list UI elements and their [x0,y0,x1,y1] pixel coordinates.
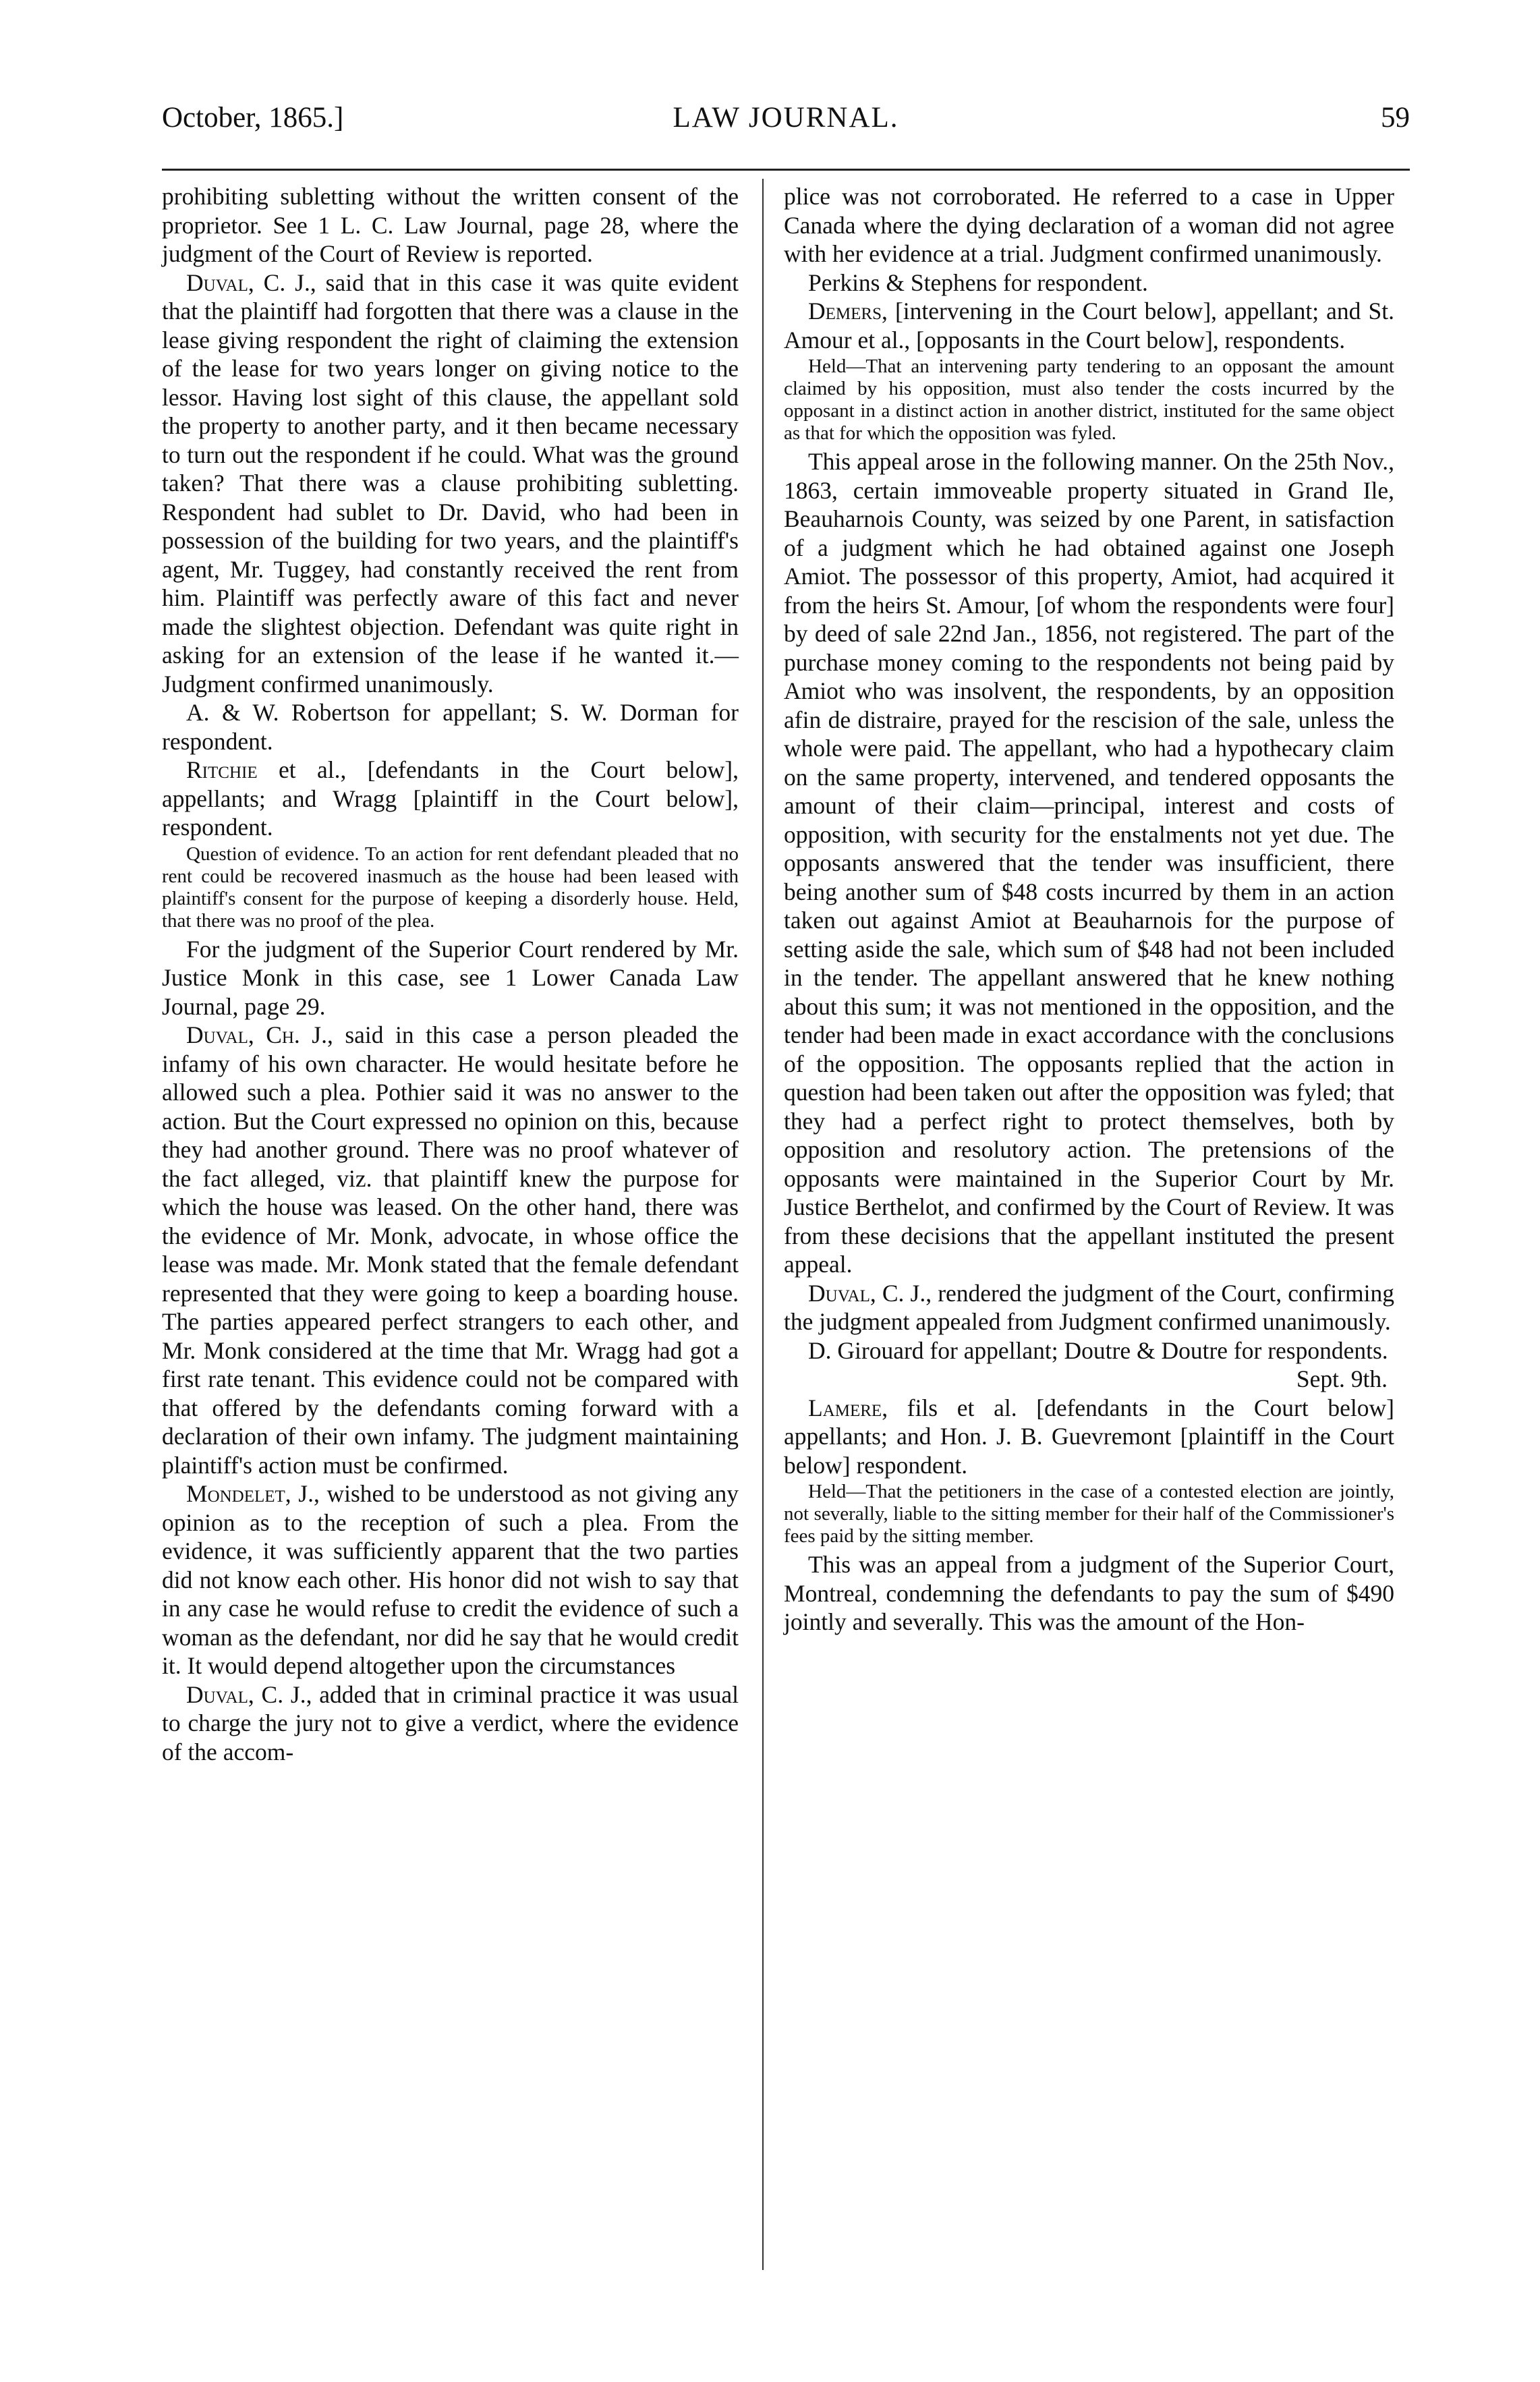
case-title-text: , [intervening in the Court below], appellant; and St. Amour et al., [opposants in the Court below], respondents. [784,297,1394,353]
party-name: Lamere [808,1394,882,1421]
running-head [162,101,1410,148]
case-title-text: et al., [defendants in the Court below], appellants; and Wragg [plaintiff in the Court below], respondent. [162,756,739,841]
counsel-line: A. & W. Robertson for appellant; S. W. Dorman for respondent. [162,699,739,755]
decision-date: Sept. 9th. [1296,1365,1388,1392]
column-divider [762,179,764,2270]
paragraph [784,1279,1394,1336]
party-name: Demers [808,297,882,324]
headnote: Held—That the petitioners in the case of a contested election are jointly, not severally, liable to the sitting member for their half of the Commissioner's fees paid by the sitting member. [784,1481,1394,1547]
paragraph-text: , added that in criminal practice it was usual to charge the jury not to give a verdict, where the evidence of the accom- [162,1680,739,1765]
paragraph: plice was not corroborated. He referred to a case in Upper Canada where the dying declaration of a woman did not agree with her evidence at a trial. Judgment confirmed unanimously. [784,183,1394,267]
paragraph-text: , said that in this case it was quite evident that the plaintiff had forgotten that there was a clause in the lease giving respondent the right of claiming the extension of the lease for two years longer on giving notice to the lessor. Having lost sight of this clause, the appellant sold the property to another party, and it then became necessary to turn out the respondent if he could. What was the ground taken? That there was a clause prohibiting subletting. Respondent had sublet to Dr. David, who had been in possession of the building for two years, and the plaintiff's agent, Mr. Tuggey, had constantly received the rent from him. Plaintiff was perfectly aware of this fact and never made the slightest objection. Defendant was quite right in asking for an extension of the lease if he wanted it.—Judgment confirmed unanimously. [162,268,739,698]
paragraph [162,1021,739,1479]
paragraph [162,1479,739,1680]
counsel-line: Perkins & Stephens for respondent. [808,268,1148,296]
paragraph: This was an appeal from a judgment of the Superior Court, Montreal, condemning the defendants to pay the sum of $490 jointly and severally. This was the amount of the Hon- [784,1551,1394,1635]
case-title [784,1394,1394,1480]
paragraph: For the judgment of the Superior Court rendered by Mr. Justice Monk in this case, see 1 Lower Canada Law Journal, page 29. [162,935,739,1020]
header-rule [162,169,1410,171]
judge-name: Duval, C. J. [186,1680,306,1708]
paragraph [162,1680,739,1767]
case-title [162,756,739,842]
headnote: Held—That an intervening party tendering to an opposant the amount claimed by his opposition, must also tender the costs incurred by the opposant in a distinct action in another district, instituted for the same object as that for which the opposition was fyled. [784,356,1394,444]
counsel-line: D. Girouard for appellant; Doutre & Doutre for respondents. [808,1336,1388,1364]
judge-name: Mondelet, J. [186,1480,314,1507]
right-column [784,182,1394,1637]
paragraph: prohibiting subletting without the written consent of the proprietor. See 1 L. C. Law Journal, page 28, where the judgment of the Court of Review is reported. [162,183,739,267]
journal-title: LAW JOURNAL. [673,102,899,134]
judge-name: Duval, C. J. [186,268,310,296]
issue-date: October, 1865.] [162,102,344,134]
case-title-text: , fils et al. [defendants in the Court below] appellants; and Hon. J. B. Guevremont [plaintiff in the Court below] respondent. [784,1394,1394,1479]
page-number: 59 [1381,102,1410,134]
judge-name: Duval, C. J. [808,1279,926,1307]
paragraph-text: , rendered the judgment of the Court, confirming the judgment appealed from Judgment confirmed unanimously. [784,1279,1394,1335]
judge-name: Duval, Ch. J. [186,1021,327,1048]
party-name: Ritchie [186,756,258,783]
headnote: Question of evidence. To an action for rent defendant pleaded that no rent could be recovered inasmuch as the house had been leased with plaintiff's consent for the purpose of keeping a disorderly house. Held, that there was no proof of the plea. [162,843,739,932]
paragraph-text: , wished to be understood as not giving any opinion as to the reception of such a plea. From the evidence, it was sufficiently apparent that the two parties did not know each other. His honor did not wish to say that in any case he would refuse to credit the evidence of such a woman as the defendant, nor did he say that he would credit it. It would depend altogether upon the circumstances [162,1480,739,1679]
paragraph [162,268,739,699]
paragraph-text: , said in this case a person pleaded the infamy of his own character. He would hesitate before he allowed such a plea. Pothier said it was no answer to the action. But the Court expressed no opinion on this, because they had another ground. There was no proof whatever of the fact alleged, viz. that plaintiff knew the purpose for which the house was leased. On the other hand, there was the evidence of Mr. Monk, advocate, in whose office the lease was made. Mr. Monk stated that the female defendant represented that they were going to keep a boarding house. The parties appeared perfect strangers to each other, and Mr. Monk considered at the time that Mr. Wragg had got a first rate tenant. This evidence could not be compared with that offered by the defendants coming forward with a declaration of their own infamy. The judgment maintaining plaintiff's action must be confirmed. [162,1021,739,1479]
case-title [784,297,1394,354]
paragraph: This appeal arose in the following manner. On the 25th Nov., 1863, certain immoveable property situated in Grand Ile, Beauharnois County, was seized by one Parent, in satisfaction of a judgment which he had obtained against one Joseph Amiot. The possessor of this property, Amiot, had acquired it from the heirs St. Amour, [of whom the respondents were four] by deed of sale 22nd Jan., 1856, not registered. The part of the purchase money coming to the respondents not being paid by Amiot who was insolvent, the respondents, by an opposition afin de distraire, prayed for the rescision of the sale, unless the whole were paid. The appellant, who had a hypothecary claim on the same property, intervened, and tendered opposants the amount of their claim—principal, interest and costs of opposition, with security for the enstalments not yet due. The opposants answered that the tender was insufficient, there being another sum of $48 costs incurred by them in an action taken out against Amiot at Beauharnois for the purpose of setting aside the sale, which sum of $48 had not been included in the tender. The appellant answered that he knew nothing about this sum; it was not mentioned in the opposition, and the tender had been made in exact accordance with the conclusions of the opposition. The opposants replied that the action in question had been taken out after the opposition was fyled; that they had a perfect right to protect themselves, both by opposition and resolutory action. The pretensions of the opposants were maintained in the Superior Court by Mr. Justice Berthelot, and confirmed by the Court of Review. It was from these decisions that the appellant instituted the present appeal. [784,448,1394,1278]
left-column [162,182,739,1766]
